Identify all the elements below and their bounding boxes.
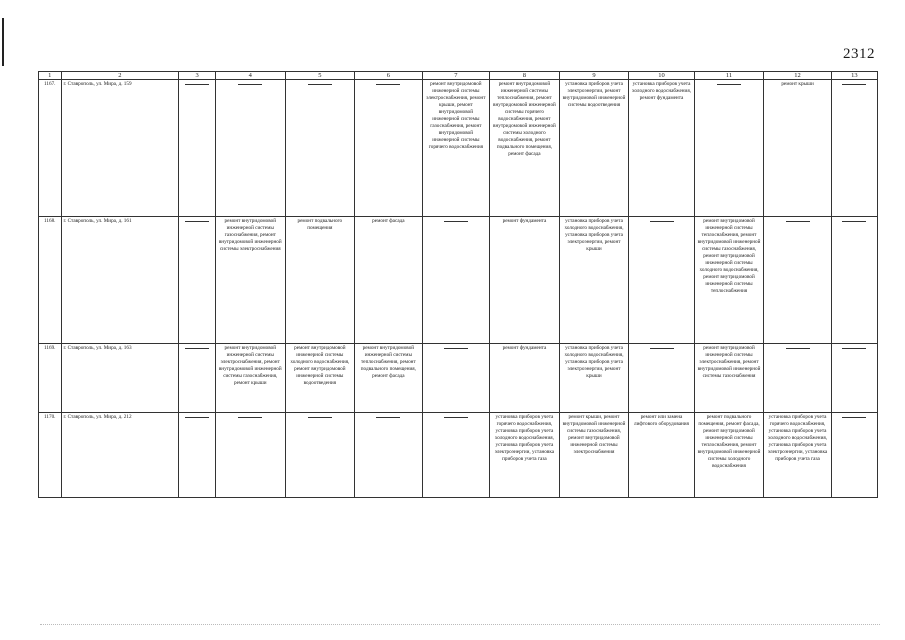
work-cell	[831, 80, 877, 217]
row-number: 1167.	[39, 80, 62, 217]
work-cell: ремонт внутридомовой инженерной системы теплоснабжения, ремонт внутридомовой инженерной системы горячего водоснабжения, ремонт внутридомовой инженерной системы холодного водоснабжения, ремонт подвального помещения, ремонт фасада	[490, 80, 560, 217]
work-cell: ремонт подвального помещения, ремонт фасада, ремонт внутридомовой инженерной системы теплоснабжения, ремонт внутридомовой инженерной системы холодного водоснабжения	[694, 413, 764, 498]
works-table	[38, 71, 878, 498]
empty-dash	[786, 221, 810, 222]
work-cell	[215, 80, 285, 217]
left-margin-bar	[2, 18, 4, 66]
work-cell: установка приборов учета холодного водоснабжения, ремонт фундамента	[629, 80, 694, 217]
work-cell	[285, 413, 355, 498]
work-cell: установка приборов учета горячего водоснабжения, установка приборов учета холодного водоснабжения, установка приборов учета электроэнергии, установка приборов учета газа	[490, 413, 560, 498]
row-number: 1170.	[39, 413, 62, 498]
work-cell: ремонт фасада	[355, 217, 423, 344]
column-number: 4	[215, 72, 285, 80]
work-cell: ремонт крыши, ремонт внутридомовой инженерной системы газоснабжения, ремонт внутридомовой инженерной системы электроснабжения	[559, 413, 629, 498]
column-number: 3	[179, 72, 216, 80]
column-number: 2	[61, 72, 179, 80]
column-number: 9	[559, 72, 629, 80]
empty-dash	[308, 84, 332, 85]
column-number: 1	[39, 72, 62, 80]
empty-dash	[308, 417, 332, 418]
empty-dash	[842, 348, 866, 349]
address-cell: г. Ставрополь, ул. Мира, д. 161	[61, 217, 179, 344]
work-cell	[179, 217, 216, 344]
column-number: 6	[355, 72, 423, 80]
row-number: 1168.	[39, 217, 62, 344]
empty-dash	[238, 417, 262, 418]
empty-dash	[842, 84, 866, 85]
address-cell: г. Ставрополь, ул. Мира, д. 159	[61, 80, 179, 217]
work-cell: ремонт крыши	[764, 80, 832, 217]
work-cell	[355, 413, 423, 498]
work-cell	[831, 413, 877, 498]
column-number: 5	[285, 72, 355, 80]
work-cell: ремонт внутридомовой инженерной системы теплоснабжения, ремонт подвального помещения, ремонт фасада	[355, 344, 423, 413]
scan-footer-line	[40, 624, 880, 625]
empty-dash	[842, 417, 866, 418]
work-cell	[629, 344, 694, 413]
work-cell	[629, 217, 694, 344]
work-cell: ремонт или замена лифтового оборудования	[629, 413, 694, 498]
work-cell	[285, 80, 355, 217]
work-cell: установка приборов учета холодного водоснабжения, установка приборов учета электроэнергии, ремонт крыши	[559, 344, 629, 413]
empty-dash	[185, 348, 209, 349]
empty-dash	[650, 348, 674, 349]
work-cell	[179, 80, 216, 217]
empty-dash	[238, 84, 262, 85]
empty-dash	[185, 84, 209, 85]
work-cell	[422, 413, 490, 498]
table-row	[39, 80, 878, 217]
work-cell: установка приборов учета холодного водоснабжения, установка приборов учета электроэнергии, ремонт крыши	[559, 217, 629, 344]
table-row	[39, 217, 878, 344]
empty-dash	[185, 417, 209, 418]
address-cell: г. Ставрополь, ул. Мира, д. 163	[61, 344, 179, 413]
work-cell	[694, 80, 764, 217]
work-cell: установка приборов учета электроэнергии, ремонт внутридомовой инженерной системы водоотведения	[559, 80, 629, 217]
work-cell: ремонт внутридомовой инженерной системы теплоснабжения, ремонт внутридомовой инженерной системы газоснабжения, ремонт внутридомовой инженерной системы холодного водоснабжения, ремонт внутридомовой инженерной системы теплоснабжения	[694, 217, 764, 344]
column-number: 8	[490, 72, 560, 80]
table-row	[39, 413, 878, 498]
work-cell	[215, 413, 285, 498]
work-cell	[355, 80, 423, 217]
work-cell: ремонт внутридомовой инженерной системы электроснабжения, ремонт крыши, ремонт внутридомовой инженерной системы газоснабжения, ремонт внутридомовой инженерной системы горячего водоснабжения	[422, 80, 490, 217]
column-number: 10	[629, 72, 694, 80]
empty-dash	[717, 84, 741, 85]
row-number: 1169.	[39, 344, 62, 413]
work-cell: ремонт внутридомовой инженерной системы электроснабжения, ремонт внутридомовой инженерной системы газоснабжения, ремонт крыши	[215, 344, 285, 413]
work-cell	[764, 217, 832, 344]
column-number: 11	[694, 72, 764, 80]
empty-dash	[376, 84, 400, 85]
work-cell	[179, 413, 216, 498]
column-number: 7	[422, 72, 490, 80]
work-cell	[422, 344, 490, 413]
empty-dash	[842, 221, 866, 222]
empty-dash	[185, 221, 209, 222]
work-cell: ремонт подвального помещения	[285, 217, 355, 344]
column-number: 13	[831, 72, 877, 80]
work-cell: ремонт внутридомовой инженерной системы холодного водоснабжения, ремонт внутридомовой инженерной системы водоотведения	[285, 344, 355, 413]
address-cell: г. Ставрополь, ул. Мира, д. 212	[61, 413, 179, 498]
work-cell: установка приборов учета горячего водоснабжения, установка приборов учета холодного водоснабжения, установка приборов учета электроэнергии, установка приборов учета газа	[764, 413, 832, 498]
empty-dash	[786, 348, 810, 349]
work-cell: ремонт фундамента	[490, 217, 560, 344]
work-cell	[831, 217, 877, 344]
work-cell	[764, 344, 832, 413]
empty-dash	[650, 221, 674, 222]
column-number-row	[39, 72, 878, 80]
work-cell: ремонт фундамента	[490, 344, 560, 413]
work-cell	[179, 344, 216, 413]
empty-dash	[376, 417, 400, 418]
empty-dash	[444, 417, 468, 418]
table-row	[39, 344, 878, 413]
work-cell	[422, 217, 490, 344]
column-number: 12	[764, 72, 832, 80]
work-cell	[831, 344, 877, 413]
empty-dash	[444, 348, 468, 349]
page-number: 2312	[843, 46, 875, 62]
empty-dash	[444, 221, 468, 222]
work-cell: ремонт внутридомовой инженерной системы электроснабжения, ремонт внутридомовой инженерной системы газоснабжения	[694, 344, 764, 413]
work-cell: ремонт внутридомовой инженерной системы газоснабжения, ремонт внутридомовой инженерной системы электроснабжения	[215, 217, 285, 344]
